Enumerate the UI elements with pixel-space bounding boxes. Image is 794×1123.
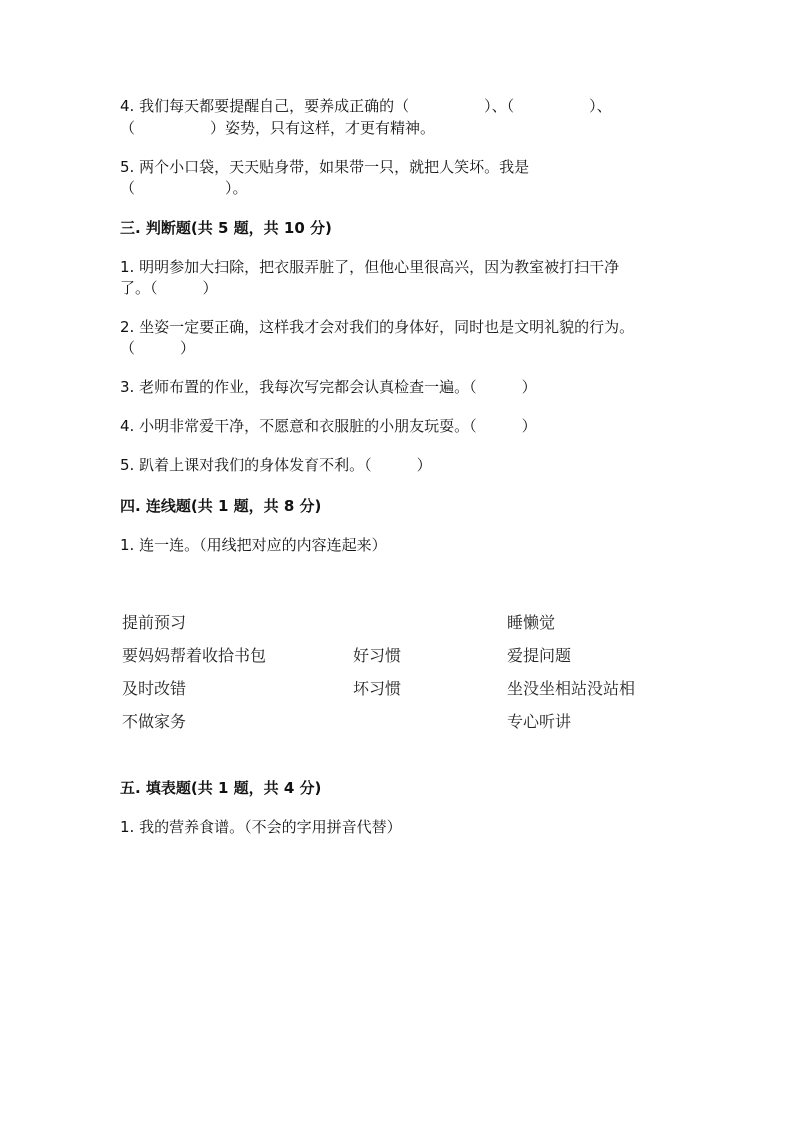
judge-question-2-line-1: 2. 坐姿一定要正确，这样我才会对我们的身体好，同时也是文明礼貌的行为。 bbox=[120, 318, 635, 336]
judge-question-2-line-2: （ ） bbox=[120, 339, 196, 357]
match-left-item: 要妈妈帮着收拾书包 bbox=[122, 646, 267, 665]
section-4-heading: 四. 连线题(共 1 题，共 8 分) bbox=[120, 497, 322, 515]
match-left-item: 提前预习 bbox=[122, 613, 187, 632]
judge-question-5: 5. 趴着上课对我们的身体发育不利。（ ） bbox=[120, 456, 432, 474]
judge-question-1-line-2: 了。（ ） bbox=[120, 279, 218, 297]
match-right-item: 睡懒觉 bbox=[507, 613, 556, 632]
section-3-heading: 三. 判断题(共 5 题，共 10 分) bbox=[120, 219, 332, 237]
fill-question-4-line-2: （ ）姿势，只有这样，才更有精神。 bbox=[120, 119, 436, 137]
match-right-item: 坐没坐相站没站相 bbox=[507, 679, 636, 698]
match-right-item: 爱提问题 bbox=[507, 646, 572, 665]
judge-question-4: 4. 小明非常爱干净，不愿意和衣服脏的小朋友玩耍。（ ） bbox=[120, 417, 537, 435]
judge-question-1-line-1: 1. 明明参加大扫除，把衣服弄脏了，但他心里很高兴，因为教室被打扫干净 bbox=[120, 258, 620, 276]
match-middle-item: 好习惯 bbox=[353, 646, 402, 665]
match-question-1: 1. 连一连。（用线把对应的内容连起来） bbox=[120, 536, 387, 554]
judge-question-3: 3. 老师布置的作业，我每次写完都会认真检查一遍。（ ） bbox=[120, 378, 537, 396]
match-left-item: 不做家务 bbox=[122, 712, 187, 731]
match-middle-item: 坏习惯 bbox=[353, 679, 402, 698]
fill-question-5-line-2: （ ）。 bbox=[120, 179, 248, 197]
fill-question-5-line-1: 5. 两个小口袋，天天贴身带，如果带一只，就把人笑坏。我是 bbox=[120, 158, 530, 176]
fill-question-4-line-1: 4. 我们每天都要提醒自己，要养成正确的（ ）、（ ）、 bbox=[120, 97, 612, 115]
match-left-item: 及时改错 bbox=[122, 679, 187, 698]
table-question-1: 1. 我的营养食谱。（不会的字用拼音代替） bbox=[120, 818, 402, 836]
match-right-item: 专心听讲 bbox=[507, 712, 572, 731]
section-5-heading: 五. 填表题(共 1 题，共 4 分) bbox=[120, 779, 322, 797]
